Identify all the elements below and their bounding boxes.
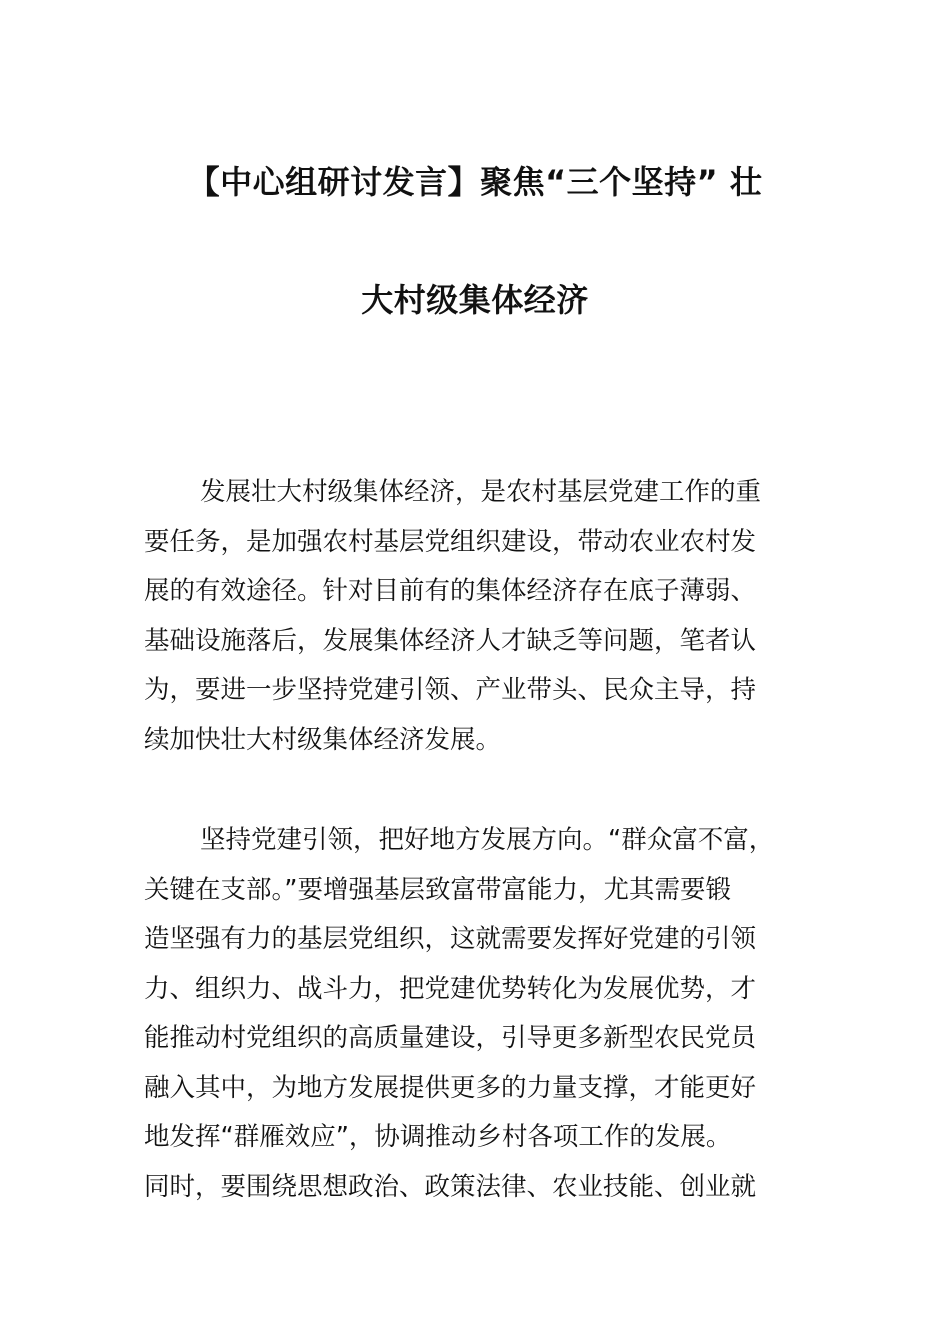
paragraph-line: 造坚强有力的基层党组织，这就需要发挥好党建的引领	[144, 924, 757, 954]
paragraph-line: 力、组织力、战斗力，把党建优势转化为发展优势，才	[144, 973, 757, 1004]
paragraph-line: 为，要进一步坚持党建引领、产业带头、民众主导，持	[144, 675, 757, 705]
document-title-line-2: 大村级集体经济	[361, 281, 589, 319]
paragraph-line: 展的有效途径。针对目前有的集体经济存在底子薄弱、	[144, 576, 757, 606]
document-title-line-1: 【中心组研讨发言】聚焦“三个坚持” 壮	[187, 163, 763, 201]
paragraph-line: 同时，要围绕思想政治、政策法律、农业技能、创业就	[144, 1171, 757, 1202]
paragraph-1	[144, 468, 834, 765]
paragraph-line: 坚持党建引领，把好地方发展方向。“群众富不富，	[200, 825, 775, 855]
paragraph-line: 要任务，是加强农村基层党组织建设，带动农业农村发	[144, 526, 757, 557]
paragraph-line: 融入其中，为地方发展提供更多的力量支撑，才能更好	[144, 1072, 757, 1103]
paragraph-line: 基础设施落后，发展集体经济人才缺乏等问题，笔者认	[144, 625, 757, 656]
paragraph-2	[144, 816, 834, 1212]
paragraph-line: 能推动村党组织的高质量建设，引导更多新型农民党员	[144, 1023, 757, 1053]
paragraph-line: 发展壮大村级集体经济，是农村基层党建工作的重	[200, 477, 762, 507]
paragraph-line: 地发挥“群雁效应”，协调推动乡村各项工作的发展。	[144, 1122, 732, 1152]
paragraph-line: 关键在支部。”要增强基层致富带富能力，尤其需要锻	[144, 874, 731, 905]
paragraph-line: 续加快壮大村级集体经济发展。	[144, 724, 502, 755]
